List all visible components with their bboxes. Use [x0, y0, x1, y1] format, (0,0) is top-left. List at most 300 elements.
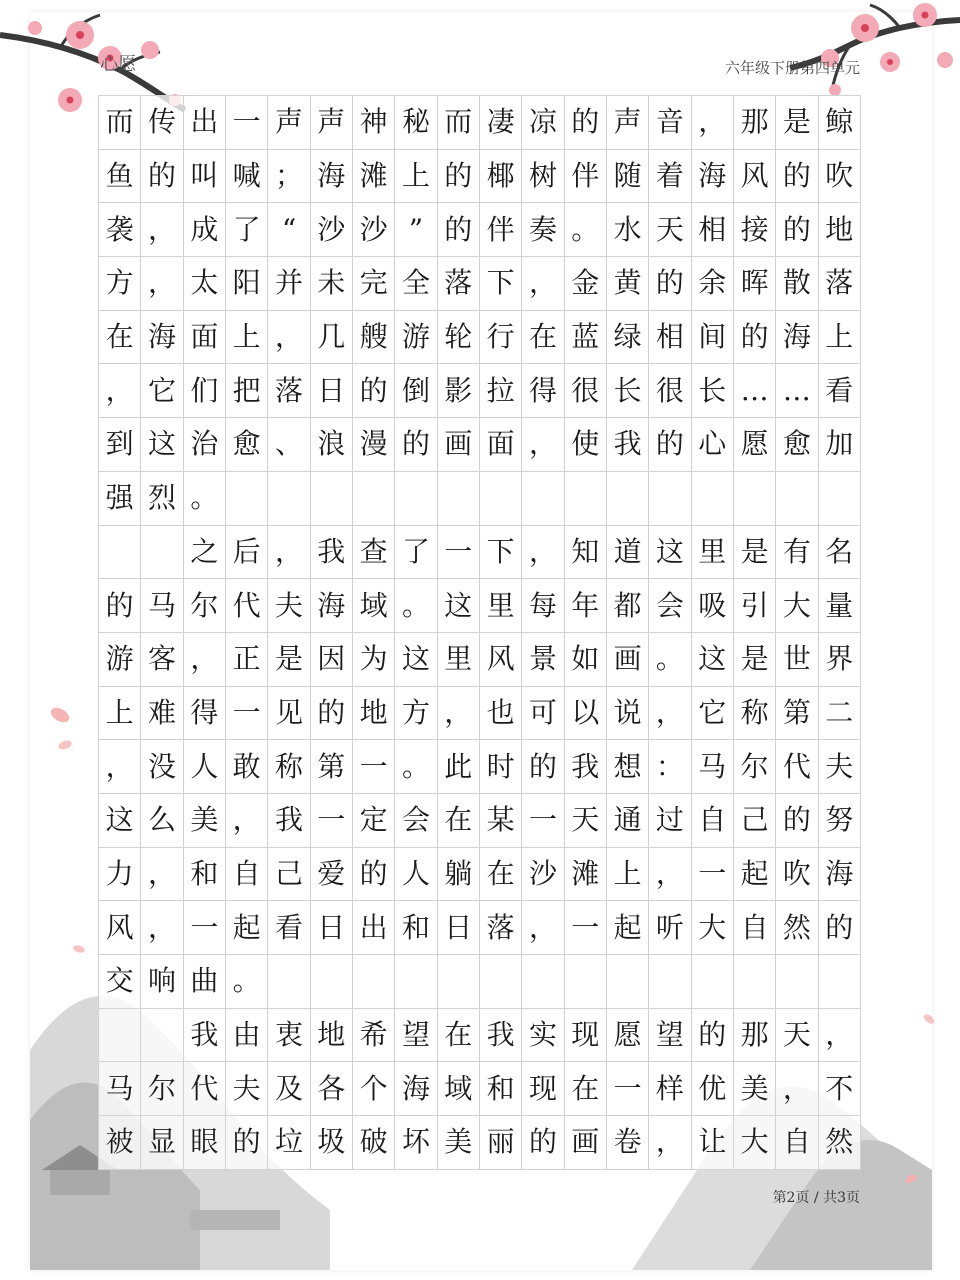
grid-cell: 散 — [776, 257, 818, 311]
grid-cell: ， — [649, 687, 691, 741]
grid-cell: ， — [819, 1009, 861, 1063]
grid-cell: 地 — [353, 687, 395, 741]
grid-cell: ， — [522, 901, 564, 955]
grid-cell: 个 — [353, 1062, 395, 1116]
grid-cell: 尔 — [734, 740, 776, 794]
essay-title: 心愿 — [100, 54, 136, 75]
grid-cell: 起 — [607, 901, 649, 955]
grid-cell: 画 — [438, 418, 480, 472]
grid-cell: 加 — [819, 418, 861, 472]
grid-cell: 在 — [438, 1009, 480, 1063]
grid-cell: 声 — [268, 96, 310, 150]
grid-cell: 望 — [649, 1009, 691, 1063]
grid-cell: 下 — [480, 526, 522, 580]
grid-cell: 这 — [395, 633, 437, 687]
grid-cell: 使 — [565, 418, 607, 472]
grid-cell: 浪 — [311, 418, 353, 472]
grid-cell: 天 — [649, 203, 691, 257]
grid-cell: 域 — [353, 579, 395, 633]
grid-cell: 上 — [226, 311, 268, 365]
grid-cell: 人 — [184, 740, 226, 794]
grid-cell: 在 — [438, 794, 480, 848]
grid-cell: 现 — [522, 1062, 564, 1116]
grid-cell: 努 — [819, 794, 861, 848]
grid-cell: 愿 — [607, 1009, 649, 1063]
grid-cell: 晖 — [734, 257, 776, 311]
petal-decoration — [902, 1170, 920, 1188]
grid-cell: 希 — [353, 1009, 395, 1063]
grid-cell: 余 — [692, 257, 734, 311]
grid-cell — [141, 526, 183, 580]
grid-cell: 显 — [141, 1116, 183, 1170]
grid-cell: 下 — [480, 257, 522, 311]
grid-cell — [522, 955, 564, 1009]
grid-cell — [268, 472, 310, 526]
grid-cell: 躺 — [438, 848, 480, 902]
grid-cell: 一 — [607, 1062, 649, 1116]
grid-cell: 金 — [565, 257, 607, 311]
grid-cell: 日 — [438, 901, 480, 955]
grid-cell: 的 — [141, 150, 183, 204]
grid-cell: 第 — [311, 740, 353, 794]
grid-cell: 是 — [734, 526, 776, 580]
grid-cell: “ — [268, 203, 310, 257]
grid-cell: 样 — [649, 1062, 691, 1116]
grid-cell: ， — [649, 1116, 691, 1170]
grid-cell — [649, 472, 691, 526]
grid-cell: ： — [649, 740, 691, 794]
grid-cell: 自 — [734, 901, 776, 955]
grid-cell: 夫 — [819, 740, 861, 794]
grid-cell: 望 — [395, 1009, 437, 1063]
grid-cell: 声 — [607, 96, 649, 150]
grid-cell: 里 — [438, 633, 480, 687]
grid-cell: 海 — [141, 311, 183, 365]
grid-cell: 和 — [395, 901, 437, 955]
grid-cell — [395, 472, 437, 526]
grid-cell: 以 — [565, 687, 607, 741]
grid-cell: 各 — [311, 1062, 353, 1116]
grid-cell: 长 — [692, 364, 734, 418]
grid-cell: 这 — [438, 579, 480, 633]
grid-cell: 水 — [607, 203, 649, 257]
grid-cell: 面 — [480, 418, 522, 472]
grid-cell: 夫 — [226, 1062, 268, 1116]
grid-cell: 沙 — [353, 203, 395, 257]
grid-cell: 之 — [184, 526, 226, 580]
grid-cell: … — [734, 364, 776, 418]
grid-cell: 的 — [522, 740, 564, 794]
grid-cell — [776, 955, 818, 1009]
grid-cell: 可 — [522, 687, 564, 741]
grid-cell: 现 — [565, 1009, 607, 1063]
grid-cell: 吹 — [776, 848, 818, 902]
grid-cell: 吸 — [692, 579, 734, 633]
grid-cell: 而 — [99, 96, 141, 150]
grid-cell: 的 — [311, 687, 353, 741]
grid-cell: 我 — [480, 1009, 522, 1063]
grid-cell — [311, 472, 353, 526]
grid-cell: 见 — [268, 687, 310, 741]
grid-cell: 。 — [184, 472, 226, 526]
grid-cell: 到 — [99, 418, 141, 472]
grid-cell: 界 — [819, 633, 861, 687]
grid-cell: 美 — [184, 794, 226, 848]
grid-cell: 时 — [480, 740, 522, 794]
grid-cell: ， — [141, 203, 183, 257]
grid-cell — [692, 955, 734, 1009]
grid-cell: 一 — [311, 794, 353, 848]
grid-cell: 倒 — [395, 364, 437, 418]
grid-cell: 上 — [395, 150, 437, 204]
grid-cell: 心 — [692, 418, 734, 472]
grid-cell: 垃 — [268, 1116, 310, 1170]
grid-cell: 海 — [819, 848, 861, 902]
grid-cell: 破 — [353, 1116, 395, 1170]
grid-cell: 为 — [353, 633, 395, 687]
grid-cell: 二 — [819, 687, 861, 741]
petal-decoration — [70, 940, 88, 958]
grid-cell: 我 — [607, 418, 649, 472]
grid-cell: ， — [776, 1062, 818, 1116]
grid-cell: 圾 — [311, 1116, 353, 1170]
grid-cell — [268, 955, 310, 1009]
grid-cell: 落 — [438, 257, 480, 311]
grid-cell: 蓝 — [565, 311, 607, 365]
grid-cell: 这 — [141, 418, 183, 472]
grid-cell: 响 — [141, 955, 183, 1009]
grid-cell: 称 — [734, 687, 776, 741]
grid-cell — [480, 955, 522, 1009]
grid-cell: 里 — [692, 526, 734, 580]
grid-cell: 并 — [268, 257, 310, 311]
grid-cell: 自 — [776, 1116, 818, 1170]
grid-cell: 力 — [99, 848, 141, 902]
grid-cell: 曲 — [184, 955, 226, 1009]
grid-cell — [353, 955, 395, 1009]
grid-cell — [226, 472, 268, 526]
grid-cell: 年 — [565, 579, 607, 633]
grid-cell: 叫 — [184, 150, 226, 204]
grid-cell: 的 — [776, 794, 818, 848]
grid-cell: 的 — [353, 364, 395, 418]
grid-cell: 没 — [141, 740, 183, 794]
grid-cell: 天 — [565, 794, 607, 848]
grid-cell: ， — [649, 848, 691, 902]
grid-cell: 我 — [268, 794, 310, 848]
grid-cell — [734, 955, 776, 1009]
grid-cell: ， — [522, 257, 564, 311]
grid-cell: 的 — [353, 848, 395, 902]
grid-cell: 查 — [353, 526, 395, 580]
writing-grid — [98, 95, 861, 1170]
grid-cell: 看 — [268, 901, 310, 955]
grid-cell — [99, 1009, 141, 1063]
grid-cell — [99, 526, 141, 580]
grid-cell: 而 — [438, 96, 480, 150]
grid-cell: 得 — [184, 687, 226, 741]
grid-cell — [311, 955, 353, 1009]
grid-cell: 凄 — [480, 96, 522, 150]
grid-cell: 愈 — [776, 418, 818, 472]
grid-cell: 域 — [438, 1062, 480, 1116]
grid-cell: 尔 — [184, 579, 226, 633]
grid-cell: 面 — [184, 311, 226, 365]
grid-cell: 海 — [692, 150, 734, 204]
grid-cell: ， — [99, 364, 141, 418]
grid-cell: ， — [226, 794, 268, 848]
grid-cell: 在 — [99, 311, 141, 365]
grid-cell: 也 — [480, 687, 522, 741]
grid-cell: 是 — [268, 633, 310, 687]
grid-cell: 出 — [353, 901, 395, 955]
grid-cell: 滩 — [353, 150, 395, 204]
grid-cell: 美 — [734, 1062, 776, 1116]
grid-cell — [692, 472, 734, 526]
grid-cell: 过 — [649, 794, 691, 848]
grid-cell: 奏 — [522, 203, 564, 257]
grid-cell: 沙 — [522, 848, 564, 902]
grid-cell: 和 — [480, 1062, 522, 1116]
grid-cell — [734, 472, 776, 526]
grid-cell: 海 — [776, 311, 818, 365]
grid-cell: 那 — [734, 96, 776, 150]
grid-cell: 地 — [311, 1009, 353, 1063]
grid-cell: 椰 — [480, 150, 522, 204]
grid-cell: 称 — [268, 740, 310, 794]
grid-cell: 的 — [99, 579, 141, 633]
grid-cell — [607, 472, 649, 526]
grid-cell: 的 — [649, 257, 691, 311]
grid-cell: 们 — [184, 364, 226, 418]
grid-cell: 鲸 — [819, 96, 861, 150]
grid-cell: 卷 — [607, 1116, 649, 1170]
grid-cell: 起 — [734, 848, 776, 902]
grid-cell: 。 — [226, 955, 268, 1009]
grid-cell: ， — [522, 418, 564, 472]
grid-cell: 完 — [353, 257, 395, 311]
grid-cell: 会 — [649, 579, 691, 633]
grid-cell: ” — [395, 203, 437, 257]
grid-cell: 大 — [734, 1116, 776, 1170]
grid-cell: 烈 — [141, 472, 183, 526]
grid-cell: ， — [438, 687, 480, 741]
grid-cell: 交 — [99, 955, 141, 1009]
grid-cell: 把 — [226, 364, 268, 418]
grid-cell: 着 — [649, 150, 691, 204]
grid-cell: 绿 — [607, 311, 649, 365]
grid-cell: 世 — [776, 633, 818, 687]
grid-cell: 阳 — [226, 257, 268, 311]
grid-cell: 影 — [438, 364, 480, 418]
grid-cell — [141, 1009, 183, 1063]
grid-cell — [607, 955, 649, 1009]
grid-cell — [819, 472, 861, 526]
grid-cell: 很 — [565, 364, 607, 418]
grid-cell: 。 — [649, 633, 691, 687]
grid-cell: ， — [522, 526, 564, 580]
grid-cell: 上 — [607, 848, 649, 902]
grid-cell: 人 — [395, 848, 437, 902]
grid-cell: 和 — [184, 848, 226, 902]
grid-cell: 拉 — [480, 364, 522, 418]
grid-cell — [565, 472, 607, 526]
page-number: 第2页 / 共3页 — [772, 1190, 860, 1206]
grid-cell: 看 — [819, 364, 861, 418]
grid-cell: 这 — [692, 633, 734, 687]
grid-cell: 游 — [99, 633, 141, 687]
grid-cell: 由 — [226, 1009, 268, 1063]
grid-cell: 太 — [184, 257, 226, 311]
grid-cell: 是 — [734, 633, 776, 687]
grid-cell: 。 — [395, 579, 437, 633]
grid-cell: 。 — [565, 203, 607, 257]
grid-cell: 行 — [480, 311, 522, 365]
grid-cell — [395, 955, 437, 1009]
grid-cell: 画 — [565, 1116, 607, 1170]
grid-cell: 它 — [692, 687, 734, 741]
grid-cell: 愈 — [226, 418, 268, 472]
grid-cell: 后 — [226, 526, 268, 580]
grid-cell: 得 — [522, 364, 564, 418]
grid-cell: 想 — [607, 740, 649, 794]
grid-cell: 这 — [649, 526, 691, 580]
grid-cell: 出 — [184, 96, 226, 150]
grid-cell: 间 — [692, 311, 734, 365]
grid-cell: 客 — [141, 633, 183, 687]
grid-cell: 随 — [607, 150, 649, 204]
grid-cell — [353, 472, 395, 526]
grid-cell: 定 — [353, 794, 395, 848]
grid-cell: 一 — [353, 740, 395, 794]
grid-cell: 、 — [268, 418, 310, 472]
grid-cell: 的 — [734, 311, 776, 365]
grid-cell: 风 — [734, 150, 776, 204]
grid-cell: 地 — [819, 203, 861, 257]
grid-cell: 艘 — [353, 311, 395, 365]
grid-cell: ， — [268, 311, 310, 365]
grid-cell: 己 — [268, 848, 310, 902]
grid-cell: 治 — [184, 418, 226, 472]
grid-cell: 马 — [141, 579, 183, 633]
grid-cell: 的 — [776, 150, 818, 204]
grid-cell: 的 — [565, 96, 607, 150]
grid-cell: 知 — [565, 526, 607, 580]
grid-cell: 的 — [522, 1116, 564, 1170]
grid-cell: 吹 — [819, 150, 861, 204]
grid-cell: 海 — [311, 579, 353, 633]
grid-cell: 正 — [226, 633, 268, 687]
petal-decoration — [920, 1010, 938, 1028]
grid-cell: 伴 — [565, 150, 607, 204]
grid-cell: 日 — [311, 901, 353, 955]
grid-cell: 不 — [819, 1062, 861, 1116]
grid-cell: 自 — [226, 848, 268, 902]
grid-cell: 一 — [438, 526, 480, 580]
grid-cell: 落 — [480, 901, 522, 955]
grid-cell: 己 — [734, 794, 776, 848]
grid-cell: 的 — [438, 203, 480, 257]
grid-cell: 声 — [311, 96, 353, 150]
grid-cell: 实 — [522, 1009, 564, 1063]
grid-cell: 的 — [776, 203, 818, 257]
grid-cell: 难 — [141, 687, 183, 741]
grid-cell: 的 — [226, 1116, 268, 1170]
grid-cell: 此 — [438, 740, 480, 794]
grid-cell: 及 — [268, 1062, 310, 1116]
petal-decoration — [55, 735, 75, 755]
grid-cell: 我 — [565, 740, 607, 794]
grid-cell — [438, 472, 480, 526]
grid-cell: ， — [141, 848, 183, 902]
grid-cell: 方 — [395, 687, 437, 741]
grid-cell: 几 — [311, 311, 353, 365]
grid-cell: 音 — [649, 96, 691, 150]
grid-cell: 风 — [480, 633, 522, 687]
grid-cell: 听 — [649, 901, 691, 955]
petal-decoration — [45, 700, 75, 730]
grid-cell: 坏 — [395, 1116, 437, 1170]
grid-cell: 眼 — [184, 1116, 226, 1170]
grid-cell — [819, 955, 861, 1009]
grid-cell: ， — [99, 740, 141, 794]
grid-cell: 。 — [395, 740, 437, 794]
grid-cell: 量 — [819, 579, 861, 633]
grid-cell: 沙 — [311, 203, 353, 257]
grid-cell: 长 — [607, 364, 649, 418]
grid-cell: 起 — [226, 901, 268, 955]
grid-cell: 的 — [395, 418, 437, 472]
grid-cell: 都 — [607, 579, 649, 633]
grid-cell: 我 — [184, 1009, 226, 1063]
grid-cell: 袭 — [99, 203, 141, 257]
grid-cell: 某 — [480, 794, 522, 848]
grid-cell: 伴 — [480, 203, 522, 257]
grid-cell: 漫 — [353, 418, 395, 472]
grid-cell: 我 — [311, 526, 353, 580]
grid-cell: 凉 — [522, 96, 564, 150]
grid-cell: 每 — [522, 579, 564, 633]
grid-cell: 了 — [226, 203, 268, 257]
grid-cell: 强 — [99, 472, 141, 526]
grid-cell: 因 — [311, 633, 353, 687]
grid-cell: 秘 — [395, 96, 437, 150]
grid-cell: 代 — [776, 740, 818, 794]
grid-cell: 神 — [353, 96, 395, 150]
grid-cell: 衷 — [268, 1009, 310, 1063]
grid-cell: 爱 — [311, 848, 353, 902]
grid-cell: 通 — [607, 794, 649, 848]
grid-cell: 一 — [565, 901, 607, 955]
grid-cell: 这 — [99, 794, 141, 848]
grid-cell: 海 — [395, 1062, 437, 1116]
grid-cell: 传 — [141, 96, 183, 150]
grid-cell: 滩 — [565, 848, 607, 902]
grid-cell: 丽 — [480, 1116, 522, 1170]
grid-cell: 被 — [99, 1116, 141, 1170]
grid-cell: 的 — [692, 1009, 734, 1063]
grid-cell: 海 — [311, 150, 353, 204]
grid-cell: 如 — [565, 633, 607, 687]
grid-cell: 夫 — [268, 579, 310, 633]
grid-cell: 一 — [226, 96, 268, 150]
grid-cell: 成 — [184, 203, 226, 257]
grid-cell: 敢 — [226, 740, 268, 794]
grid-cell: 相 — [692, 203, 734, 257]
grid-cell: 美 — [438, 1116, 480, 1170]
grid-cell: 代 — [226, 579, 268, 633]
grid-cell: ， — [268, 526, 310, 580]
